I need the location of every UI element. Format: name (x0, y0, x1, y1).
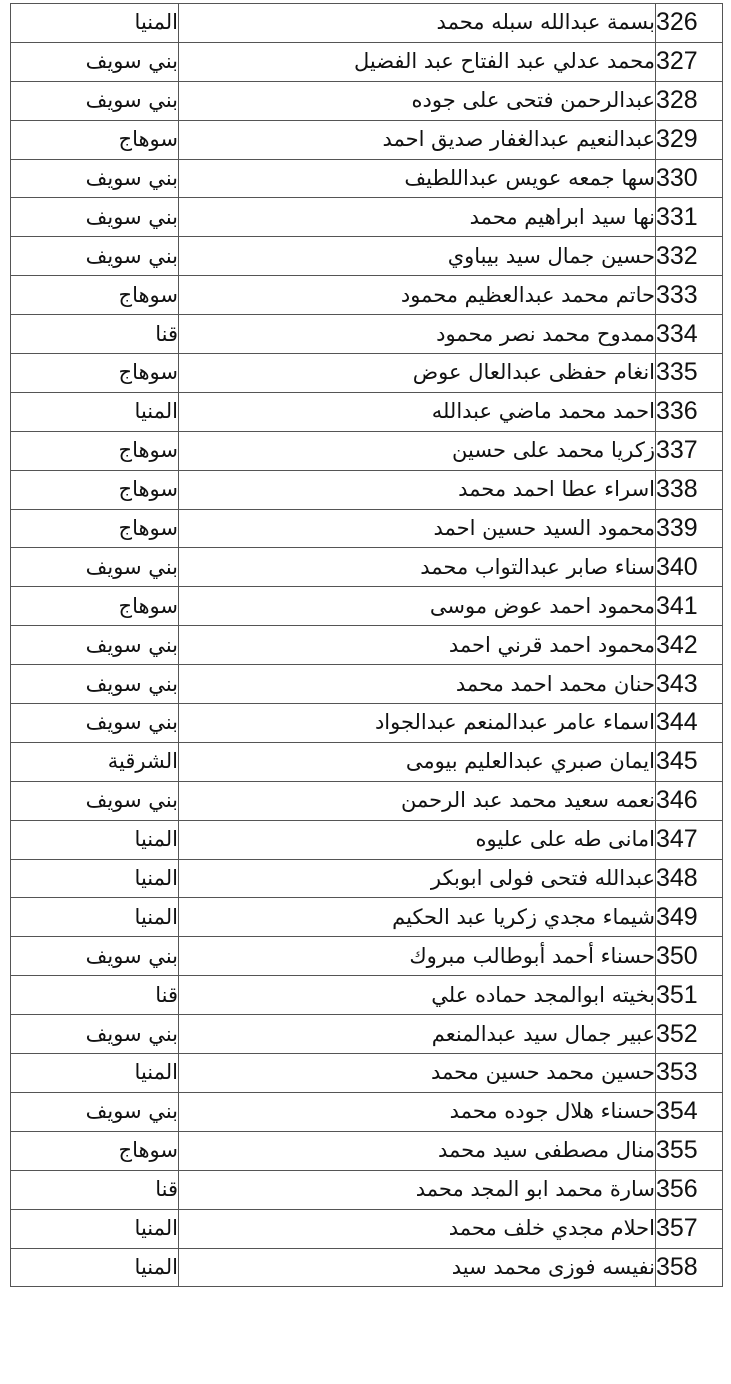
serial-number-cell: 335 (656, 354, 723, 393)
serial-number-cell: 351 (656, 976, 723, 1015)
name-cell: محمود السيد حسين احمد (179, 509, 656, 548)
governorate-cell: المنيا (11, 820, 179, 859)
name-cell: احلام مجدي خلف محمد (179, 1209, 656, 1248)
table-row (11, 781, 723, 820)
table-row (11, 1131, 723, 1170)
name-cell: حسناء أحمد أبوطالب مبروك (179, 937, 656, 976)
roster-table (10, 3, 723, 1287)
table-row (11, 120, 723, 159)
name-cell: ممدوح محمد نصر محمود (179, 315, 656, 354)
table-row (11, 1209, 723, 1248)
serial-number-cell: 339 (656, 509, 723, 548)
table-row (11, 976, 723, 1015)
name-cell: زكريا محمد على حسين (179, 431, 656, 470)
governorate-cell: الشرقية (11, 742, 179, 781)
serial-number-cell: 346 (656, 781, 723, 820)
serial-number-cell: 357 (656, 1209, 723, 1248)
table-row (11, 198, 723, 237)
governorate-cell: بني سويف (11, 626, 179, 665)
governorate-cell: سوهاج (11, 276, 179, 315)
serial-number-cell: 356 (656, 1170, 723, 1209)
name-cell: شيماء مجدي زكريا عبد الحكيم (179, 898, 656, 937)
name-cell: اسماء عامر عبدالمنعم عبدالجواد (179, 704, 656, 743)
serial-number-cell: 350 (656, 937, 723, 976)
serial-number-cell: 326 (656, 4, 723, 43)
serial-number-cell: 349 (656, 898, 723, 937)
serial-number-cell: 330 (656, 159, 723, 198)
name-cell: حسين محمد حسين محمد (179, 1054, 656, 1093)
serial-number-cell: 332 (656, 237, 723, 276)
table-row (11, 1092, 723, 1131)
serial-number-cell: 352 (656, 1015, 723, 1054)
name-cell: عبدالله فتحى فولى ابوبكر (179, 859, 656, 898)
governorate-cell: المنيا (11, 1054, 179, 1093)
serial-number-cell: 343 (656, 665, 723, 704)
serial-number-cell: 341 (656, 587, 723, 626)
name-cell: بسمة عبدالله سبله محمد (179, 4, 656, 43)
table-row (11, 548, 723, 587)
governorate-cell: سوهاج (11, 354, 179, 393)
serial-number-cell: 354 (656, 1092, 723, 1131)
name-cell: نفيسه فوزى محمد سيد (179, 1248, 656, 1287)
table-row (11, 1054, 723, 1093)
name-cell: سناء صابر عبدالتواب محمد (179, 548, 656, 587)
name-cell: عبير جمال سيد عبدالمنعم (179, 1015, 656, 1054)
governorate-cell: بني سويف (11, 704, 179, 743)
name-cell: اسراء عطا احمد محمد (179, 470, 656, 509)
table-row (11, 237, 723, 276)
table-row (11, 4, 723, 43)
governorate-cell: بني سويف (11, 781, 179, 820)
serial-number-cell: 344 (656, 704, 723, 743)
table-row (11, 859, 723, 898)
table-row (11, 159, 723, 198)
name-cell: منال مصطفى سيد محمد (179, 1131, 656, 1170)
serial-number-cell: 355 (656, 1131, 723, 1170)
governorate-cell: بني سويف (11, 198, 179, 237)
table-row (11, 898, 723, 937)
table-row (11, 742, 723, 781)
name-cell: محمود احمد قرني احمد (179, 626, 656, 665)
governorate-cell: المنيا (11, 1209, 179, 1248)
serial-number-cell: 328 (656, 81, 723, 120)
governorate-cell: بني سويف (11, 42, 179, 81)
table-row (11, 1170, 723, 1209)
name-cell: محمود احمد عوض موسى (179, 587, 656, 626)
table-row (11, 81, 723, 120)
name-cell: محمد عدلي عبد الفتاح عبد الفضيل (179, 42, 656, 81)
governorate-cell: بني سويف (11, 665, 179, 704)
table-row (11, 276, 723, 315)
table-row (11, 431, 723, 470)
table-row (11, 42, 723, 81)
governorate-cell: سوهاج (11, 431, 179, 470)
table-row (11, 470, 723, 509)
serial-number-cell: 334 (656, 315, 723, 354)
governorate-cell: سوهاج (11, 509, 179, 548)
governorate-cell: المنيا (11, 1248, 179, 1287)
name-cell: سها جمعه عويس عبداللطيف (179, 159, 656, 198)
governorate-cell: بني سويف (11, 1092, 179, 1131)
serial-number-cell: 345 (656, 742, 723, 781)
serial-number-cell: 338 (656, 470, 723, 509)
serial-number-cell: 329 (656, 120, 723, 159)
governorate-cell: بني سويف (11, 937, 179, 976)
table-row (11, 820, 723, 859)
table-row (11, 937, 723, 976)
table-row (11, 315, 723, 354)
name-cell: سارة محمد ابو المجد محمد (179, 1170, 656, 1209)
serial-number-cell: 336 (656, 392, 723, 431)
serial-number-cell: 331 (656, 198, 723, 237)
table-row (11, 1248, 723, 1287)
table-row (11, 704, 723, 743)
governorate-cell: بني سويف (11, 159, 179, 198)
governorate-cell: بني سويف (11, 237, 179, 276)
name-cell: نعمه سعيد محمد عبد الرحمن (179, 781, 656, 820)
name-cell: ايمان صبري عبدالعليم بيومى (179, 742, 656, 781)
governorate-cell: المنيا (11, 859, 179, 898)
name-cell: احمد محمد ماضي عبدالله (179, 392, 656, 431)
serial-number-cell: 358 (656, 1248, 723, 1287)
serial-number-cell: 347 (656, 820, 723, 859)
name-cell: حسناء هلال جوده محمد (179, 1092, 656, 1131)
governorate-cell: بني سويف (11, 81, 179, 120)
page-left-margin (0, 0, 10, 1384)
name-cell: انغام حفظى عبدالعال عوض (179, 354, 656, 393)
governorate-cell: المنيا (11, 392, 179, 431)
governorate-cell: المنيا (11, 4, 179, 43)
serial-number-cell: 348 (656, 859, 723, 898)
table-row (11, 509, 723, 548)
governorate-cell: بني سويف (11, 548, 179, 587)
name-cell: امانى طه على عليوه (179, 820, 656, 859)
serial-number-cell: 353 (656, 1054, 723, 1093)
governorate-cell: سوهاج (11, 587, 179, 626)
name-cell: عبدالنعيم عبدالغفار صديق احمد (179, 120, 656, 159)
serial-number-cell: 333 (656, 276, 723, 315)
governorate-cell: سوهاج (11, 1131, 179, 1170)
name-cell: نها سيد ابراهيم محمد (179, 198, 656, 237)
roster-table-body (11, 4, 723, 1287)
table-row (11, 1015, 723, 1054)
name-cell: بخيته ابوالمجد حماده علي (179, 976, 656, 1015)
table-row (11, 587, 723, 626)
governorate-cell: بني سويف (11, 1015, 179, 1054)
governorate-cell: سوهاج (11, 470, 179, 509)
table-row (11, 665, 723, 704)
table-row (11, 392, 723, 431)
serial-number-cell: 340 (656, 548, 723, 587)
serial-number-cell: 327 (656, 42, 723, 81)
governorate-cell: قنا (11, 1170, 179, 1209)
serial-number-cell: 342 (656, 626, 723, 665)
name-cell: حنان محمد احمد محمد (179, 665, 656, 704)
governorate-cell: المنيا (11, 898, 179, 937)
governorate-cell: قنا (11, 315, 179, 354)
serial-number-cell: 337 (656, 431, 723, 470)
name-cell: عبدالرحمن فتحى على جوده (179, 81, 656, 120)
governorate-cell: سوهاج (11, 120, 179, 159)
table-row (11, 626, 723, 665)
name-cell: حاتم محمد عبدالعظيم محمود (179, 276, 656, 315)
name-cell: حسين جمال سيد بيباوي (179, 237, 656, 276)
governorate-cell: قنا (11, 976, 179, 1015)
table-row (11, 354, 723, 393)
